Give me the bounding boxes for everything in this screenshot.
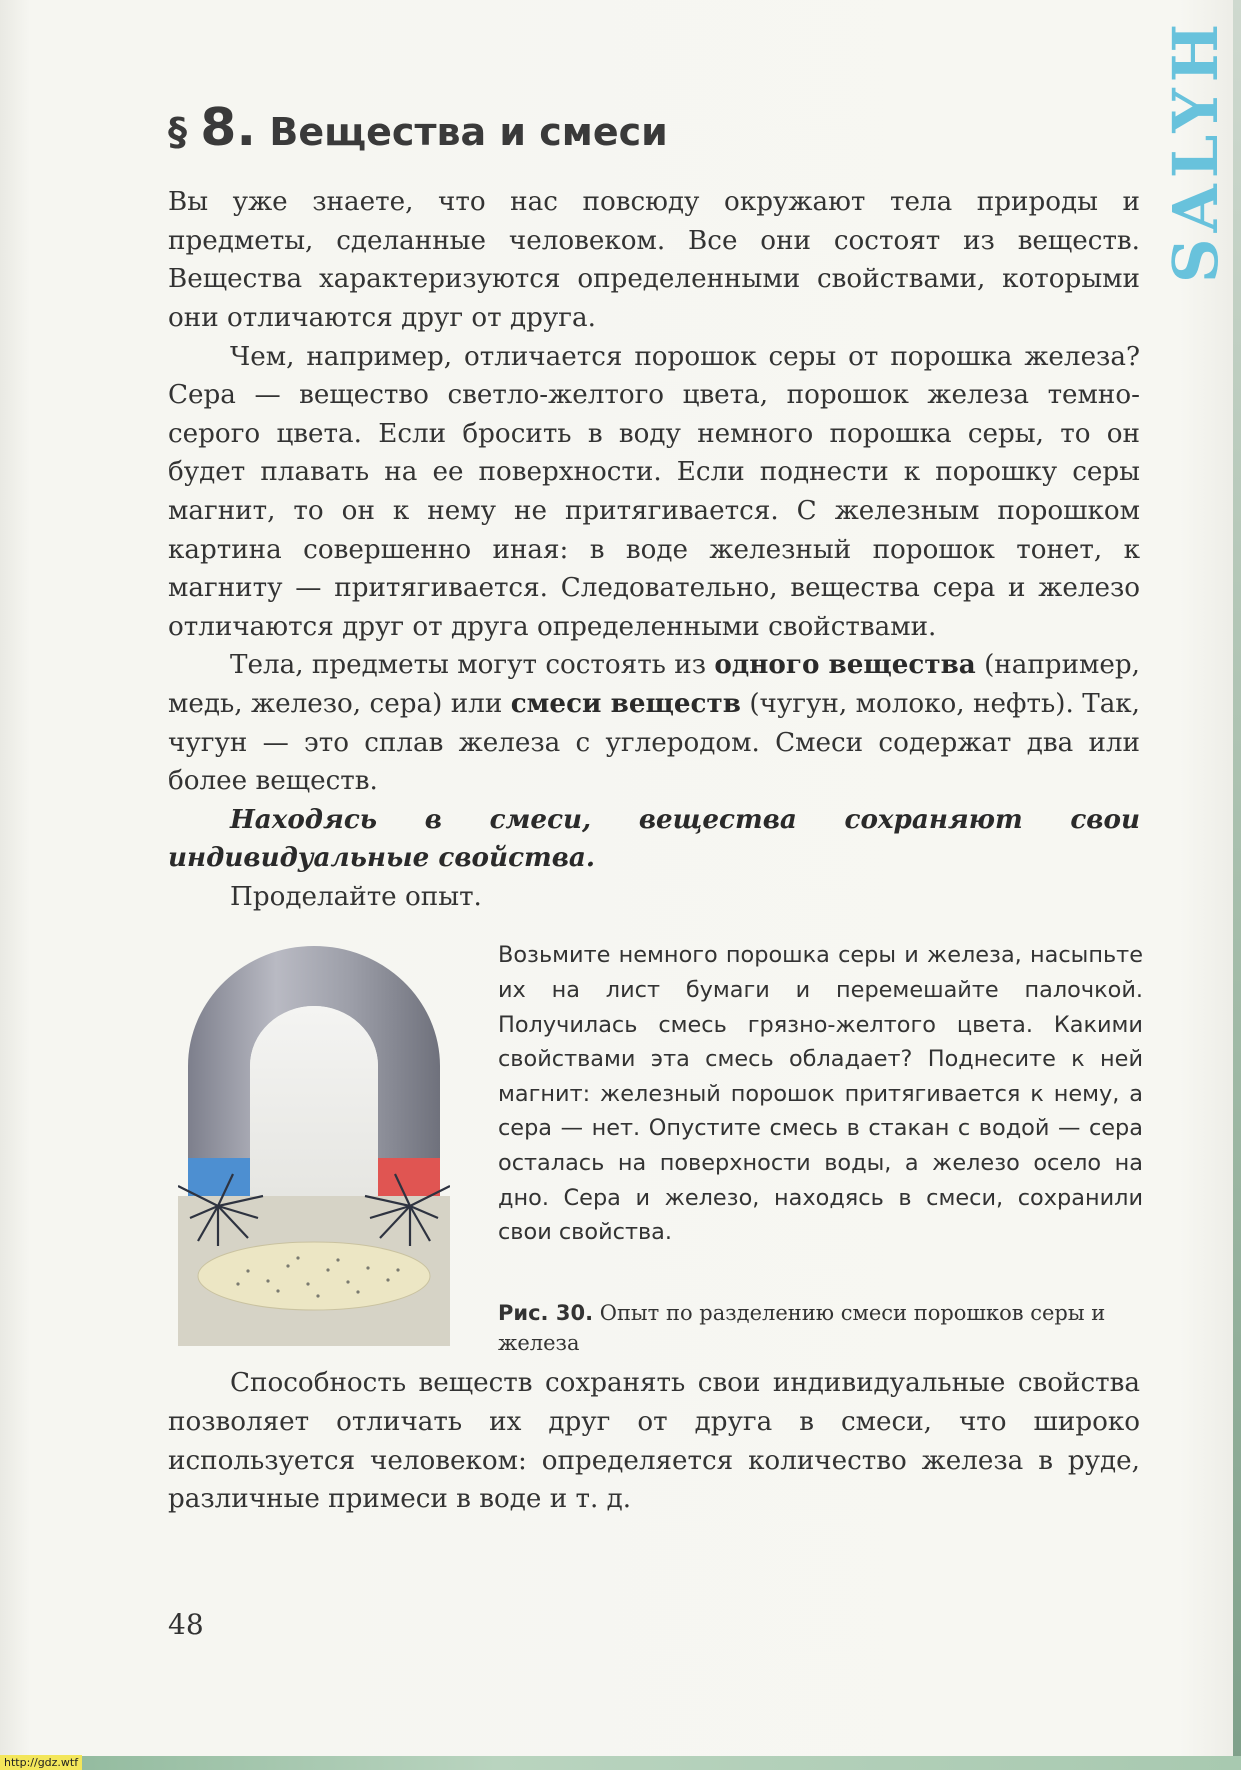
paragraph-do-experiment: Проделайте опыт. [230,881,482,912]
figure-caption [498,1298,1143,1358]
figure-label: Рис. 30. [498,1301,594,1326]
paragraph-conclusion: Способность веществ сохранять свои индивидуальные свойства позволяет отличать их друг от друга в смеси, что широко используется человеком: определяется количество железа в руде, различные примеси в воде и т. д. [168,1368,1140,1515]
text-run: (чугун, молоко, нефть). Так, чугун — это сплав железа с углеродом. Смеси содержат два или более веществ. [168,688,1140,797]
text-run: (например, медь, железо, сера) или [168,650,1140,719]
magnet-illustration [178,946,450,1346]
rule-statement: Находясь в смеси, вещества сохраняют свои индивидуальные свойства. [168,803,1140,874]
page-content [168,98,1143,1519]
term-mixture: смеси веществ [510,687,741,719]
paragraph-intro: Вы уже знаете, что нас повсюду окружают тела природы и предметы, сделанные человеком. Все они состоят из веществ. Вещества характеризуются определенными свойствами, которыми они отличаются друг от друга. [168,187,1140,333]
page-number: 48 [168,1608,204,1641]
section-title: Вещества и смеси [256,110,668,154]
paragraph-sulfur-iron: Чем, например, отличается порошок серы от порошка железа? Сера — вещество светло-желтого цвета, порошок железа темно-серого цвета. Если бросить в воду немного порошка серы, то он будет плавать на ее поверхности. Если поднести к порошку серы магнит, то он к нему не притягивается. С железным порошком картина совершенно иная: в воде железный порошок тонет, к магниту — притягивается. Следовательно, вещества сера и железо отличаются друг от друга определенными свойствами. [168,341,1140,642]
section-mark: § [168,110,201,154]
magnet-gap [250,1006,378,1196]
page-edge [1233,0,1241,1770]
side-tab [1159,17,1233,283]
paragraph-substance-mixture [168,646,1140,800]
text-run: Тела, предметы могут состоять из [230,650,715,681]
south-pole [378,1158,440,1196]
term-single-substance: одного вещества [714,649,976,681]
north-pole [188,1158,250,1196]
experiment-text: Возьмите немного порошка серы и железа, насыпьте их на лист бумаги и перемешайте палочкой. Получилась смесь грязно-желтого цвета. Какими свойствами эта смесь обладает? Поднесите к ней магнит: железный порошок притягивается к нему, а сера — нет. Опустите смесь в стакан с водой — сера осталась на поверхности воды, а железо осело на дно. Сера и железо, находясь в смеси, сохранили свои свойства. [498,942,1143,1246]
bottom-strip [0,1756,1241,1770]
figure-block [168,938,1143,1356]
sulfur-pile [198,1242,430,1310]
section-heading [168,100,1140,157]
section-number: 8. [200,98,257,158]
figure-caption-text: Опыт по разделению смеси порошков серы и железа [498,1301,1106,1356]
watermark-link[interactable]: http://gdz.wtf [0,1755,82,1770]
side-tab-label: SALYH [1159,17,1233,283]
